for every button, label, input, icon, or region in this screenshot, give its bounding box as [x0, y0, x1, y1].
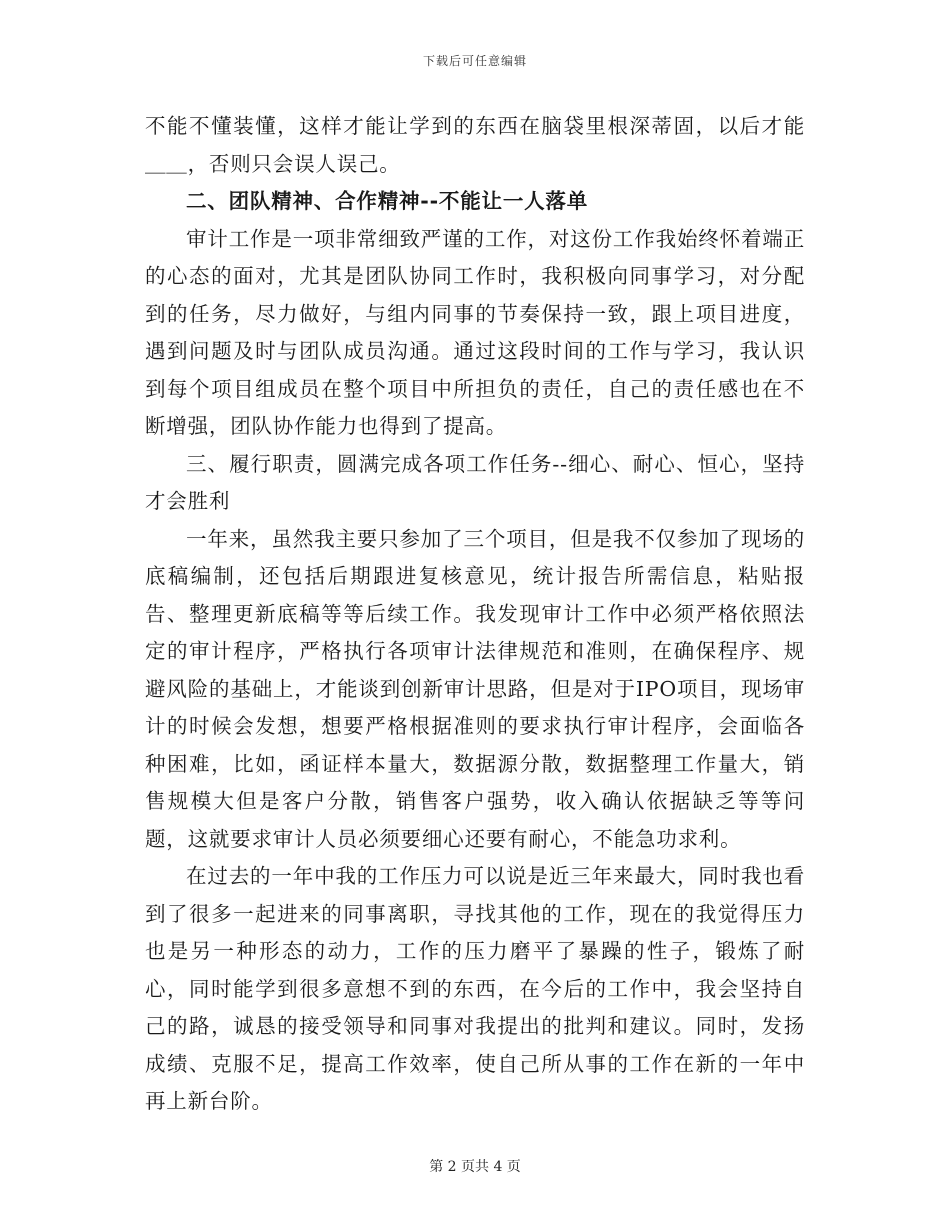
page-number: 第 2 页共 4 页: [429, 1159, 521, 1175]
document-body: [145, 108, 805, 1121]
paragraph-continuation: 不能不懂装懂，这样才能让学到的东西在脑袋里根深蒂固，以后才能＿＿，否则只会误人误己。: [145, 114, 805, 176]
paragraph-team-work: 审计工作是一项非常细致严谨的工作，对这份工作我始终怀着端正的心态的面对，尤其是团队协同工作时，我积极向同事学习，对分配到的任务，尽力做好，与组内同事的节奏保持一致，跟上项目进度，遇到问题及时与团队成员沟通。通过这段时间的工作与学习，我认识到每个项目组成员在整个项目中所担负的责任，自己的责任感也在不断增强，团队协作能力也得到了提高。: [145, 226, 805, 438]
paragraph-projects: 一年来，虽然我主要只参加了三个项目，但是我不仅参加了现场的底稿编制，还包括后期跟进复核意见，统计报告所需信息，粘贴报告、整理更新底稿等等后续工作。我发现审计工作中必须严格依照法定的审计程序，严格执行各项审计法律规范和准则，在确保程序、规避风险的基础上，才能谈到创新审计思路，但是对于IPO项目，现场审计的时候会发想，想要严格根据准则的要求执行审计程序，会面临各种困难，比如，函证样本量大，数据源分散，数据整理工作量大，销售规模大但是客户分散，销售客户强势，收入确认依据缺乏等等问题，这就要求审计人员必须要细心还要有耐心，不能急功求利。: [145, 526, 805, 851]
section-heading-duties: 三、履行职责，圆满完成各项工作任务--细心、耐心、恒心，坚持才会胜利: [145, 451, 805, 513]
paragraph-pressure: 在过去的一年中我的工作压力可以说是近三年来最大，同时我也看到了很多一起进来的同事离职，寻找其他的工作，现在的我觉得压力也是另一种形态的动力，工作的压力磨平了暴躁的性子，锻炼了耐心，同时能学到很多意想不到的东西，在今后的工作中，我会坚持自己的路，诚恳的接受领导和同事对我提出的批判和建议。同时，发扬成绩、克服不足，提高工作效率，使自己所从事的工作在新的一年中再上新台阶。: [145, 864, 805, 1113]
page-header: 下载后可任意编辑: [422, 54, 527, 68]
section-heading-team-spirit: 二、团队精神、合作精神--不能让一人落单: [186, 189, 589, 213]
